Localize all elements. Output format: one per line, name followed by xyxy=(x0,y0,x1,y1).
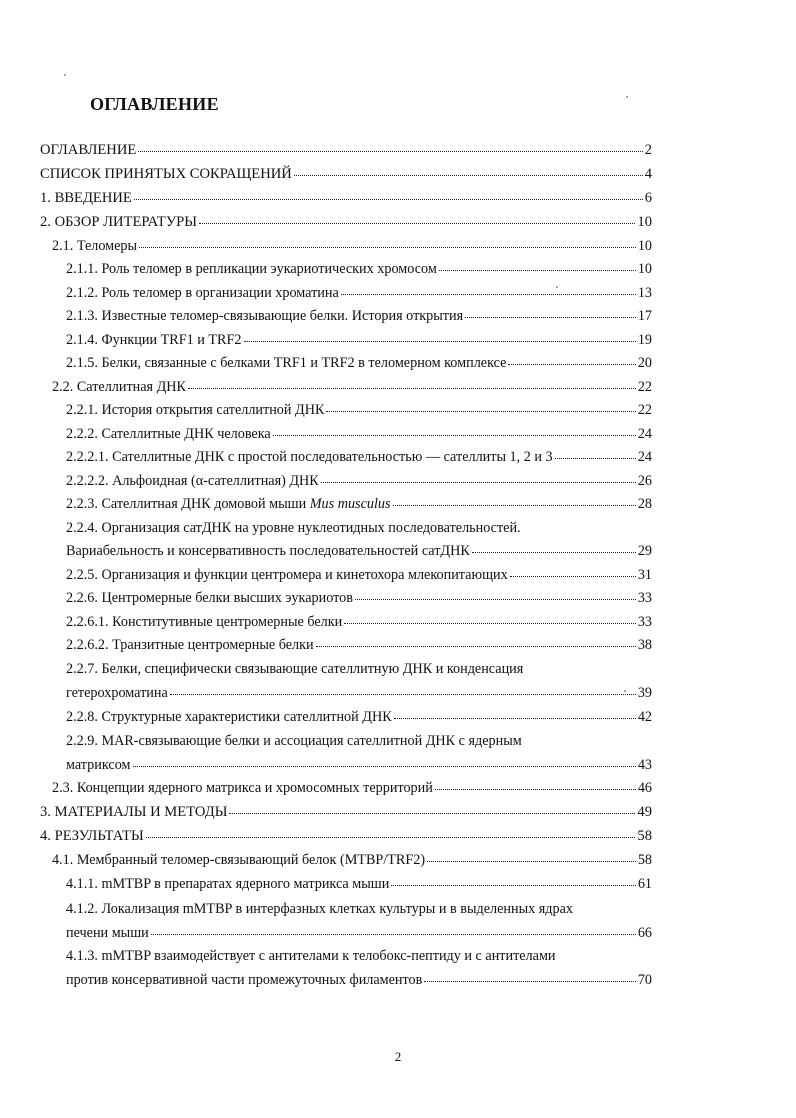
toc-entry[interactable] xyxy=(52,851,652,869)
toc-entry[interactable] xyxy=(52,237,652,255)
toc-page-number: 61 xyxy=(637,876,652,892)
toc-entry-introduction[interactable] xyxy=(40,189,652,207)
dot-leader xyxy=(170,694,636,695)
scan-speck xyxy=(624,690,626,692)
toc-entry-text: 2.1.3. Известные теломер-связывающие белки. История открытия xyxy=(66,308,464,324)
toc-entry-text xyxy=(66,495,391,513)
toc-page-number: 31 xyxy=(637,567,652,583)
dot-leader xyxy=(146,837,636,838)
toc-entry-first-line[interactable]: 2.2.7. Белки, специфически связывающие сателлитную ДНК и конденсация xyxy=(66,661,524,677)
toc-entry-first-line[interactable]: 4.1.3. mMTBP взаимодействует с антителами к телобокс-пептиду и с антителами xyxy=(66,948,556,964)
dot-leader xyxy=(393,505,636,506)
dot-leader xyxy=(326,411,635,412)
toc-entry-text: против консервативной части промежуточных филаментов xyxy=(66,972,423,988)
toc-entry-text: 2.2.5. Организация и функции центромера и кинетохора млекопитающих xyxy=(66,567,508,583)
dot-leader xyxy=(294,175,643,176)
toc-entry-text: 2.1.4. Функции TRF1 и TRF2 xyxy=(66,332,242,348)
toc-entry-text: 2.2. Сателлитная ДНК xyxy=(52,379,187,395)
toc-entry[interactable] xyxy=(66,260,652,278)
toc-entry[interactable] xyxy=(66,472,652,490)
toc-entry-text: 2.3. Концепции ядерного матрикса и хромосомных территорий xyxy=(52,780,433,796)
toc-entry-text: 2.1. Теломеры xyxy=(52,238,138,254)
toc-entry-materials-methods[interactable] xyxy=(40,803,652,821)
toc-entry-text: гетерохроматина xyxy=(66,685,168,701)
toc-entry-text: 2.2.6. Центромерные белки высших эукариотов xyxy=(66,590,353,606)
toc-entry[interactable] xyxy=(66,684,652,702)
toc-entry-text: 4. РЕЗУЛЬТАТЫ xyxy=(40,828,144,844)
toc-entry[interactable] xyxy=(66,401,652,419)
toc-entry[interactable] xyxy=(66,971,652,989)
dot-leader xyxy=(355,599,636,600)
dot-leader xyxy=(244,341,636,342)
toc-entry-text: 4.1.1. mMTBP в препаратах ядерного матрикса мыши xyxy=(66,876,390,892)
species-name: Mus musculus xyxy=(309,496,391,512)
toc-page-number: 24 xyxy=(637,449,652,465)
toc-page-number: 2 xyxy=(644,142,652,158)
page-title: ОГЛАВЛЕНИЕ xyxy=(90,94,219,114)
dot-leader xyxy=(341,294,636,295)
toc-entry[interactable] xyxy=(66,448,652,466)
toc-entry[interactable] xyxy=(52,378,652,396)
dot-leader xyxy=(229,813,635,814)
toc-entry[interactable] xyxy=(66,542,652,560)
toc-entry-abbreviations[interactable] xyxy=(40,165,652,183)
toc-page-number: 22 xyxy=(637,402,652,418)
toc-entry-first-line[interactable]: 2.2.9. MAR-связывающие белки и ассоциация сателлитной ДНК с ядерным xyxy=(66,733,522,749)
toc-entry-text: 1. ВВЕДЕНИЕ xyxy=(40,190,132,206)
toc-entry[interactable] xyxy=(66,354,652,372)
toc-entry[interactable] xyxy=(66,875,652,893)
dot-leader xyxy=(508,364,635,365)
dot-leader xyxy=(394,718,636,719)
toc-entry-literature-review[interactable] xyxy=(40,213,652,231)
toc-entry-text: 4.1. Мембранный теломер-связывающий белок (MTBP/TRF2) xyxy=(52,852,426,868)
toc-entry[interactable] xyxy=(66,613,652,631)
toc-entry[interactable] xyxy=(66,284,652,302)
dot-leader xyxy=(133,766,636,767)
toc-entry-text: 2.2.1. История открытия сателлитной ДНК xyxy=(66,402,325,418)
toc-page-number: 28 xyxy=(637,496,652,512)
scan-speck xyxy=(626,96,628,98)
toc-entry-text: ОГЛАВЛЕНИЕ xyxy=(40,142,137,158)
toc-entry-text: печени мыши xyxy=(66,925,149,941)
toc-entry-text: 2.2.6.1. Конститутивные центромерные белки xyxy=(66,614,343,630)
toc-entry-text: 2.2.2.1. Сателлитные ДНК с простой последовательностью — сателлиты 1, 2 и 3 xyxy=(66,449,553,465)
page-number: 2 xyxy=(394,1049,402,1064)
toc-entry-text: 2. ОБЗОР ЛИТЕРАТУРЫ xyxy=(40,214,197,230)
dot-leader xyxy=(134,199,643,200)
toc-entry-text: Вариабельность и консервативность последовательностей сатДНК xyxy=(66,543,470,559)
dot-leader xyxy=(321,482,636,483)
toc-page-number: 33 xyxy=(637,590,652,606)
toc-entry[interactable] xyxy=(66,331,652,349)
toc-page-number: 43 xyxy=(637,757,652,773)
toc-entry[interactable] xyxy=(66,495,652,513)
toc-page-number: 19 xyxy=(637,332,652,348)
toc-page-number: 17 xyxy=(637,308,652,324)
toc-page-number: 10 xyxy=(637,261,652,277)
toc-entry-text-plain: 2.2.3. Сателлитная ДНК домовой мыши xyxy=(66,496,310,512)
toc-page-number: 70 xyxy=(637,972,652,988)
dot-leader xyxy=(344,623,636,624)
dot-leader xyxy=(439,270,636,271)
toc-page-number: 22 xyxy=(637,379,652,395)
toc-page-number: 10 xyxy=(637,238,652,254)
dot-leader xyxy=(510,576,636,577)
toc-entry-text: 2.2.2. Сателлитные ДНК человека xyxy=(66,426,271,442)
scan-speck xyxy=(556,286,558,288)
dot-leader xyxy=(316,646,636,647)
toc-entry[interactable] xyxy=(66,566,652,584)
toc-entry-first-line[interactable]: 2.2.4. Организация сатДНК на уровне нуклеотидных последовательностей. xyxy=(66,520,521,536)
toc-entry[interactable] xyxy=(66,924,652,942)
dot-leader xyxy=(273,435,636,436)
toc-page-number: 26 xyxy=(637,473,652,489)
toc-entry-first-line[interactable]: 4.1.2. Локализация mMTBP в интерфазных клетках культуры и в выделенных ядрах xyxy=(66,901,573,917)
toc-entry[interactable] xyxy=(66,708,652,726)
toc-entry[interactable] xyxy=(66,307,652,325)
dot-leader xyxy=(138,151,642,152)
toc-entry[interactable] xyxy=(66,756,652,774)
toc-page-number: 42 xyxy=(637,709,652,725)
toc-page-number: 10 xyxy=(637,214,652,230)
toc-entry-text: 2.1.2. Роль теломер в организации хроматина xyxy=(66,285,339,301)
toc-page-number: 58 xyxy=(637,828,652,844)
toc-page-number: 6 xyxy=(644,190,652,206)
dot-leader xyxy=(424,981,635,982)
toc-page-number: 46 xyxy=(637,780,652,796)
dot-leader xyxy=(188,388,636,389)
dot-leader xyxy=(465,317,636,318)
toc-entry-text: 2.1.1. Роль теломер в репликации эукариотических хромосом xyxy=(66,261,437,277)
dot-leader xyxy=(427,861,636,862)
toc-page-number: 20 xyxy=(637,355,652,371)
toc-page-number: 24 xyxy=(637,426,652,442)
toc-entry-text: 2.2.6.2. Транзитные центромерные белки xyxy=(66,637,314,653)
dot-leader xyxy=(151,934,636,935)
toc-page-number: 58 xyxy=(637,852,652,868)
toc-page-number: 33 xyxy=(637,614,652,630)
toc-entry-text: 3. МАТЕРИАЛЫ И МЕТОДЫ xyxy=(40,804,228,820)
toc-entry-text: СПИСОК ПРИНЯТЫХ СОКРАЩЕНИЙ xyxy=(40,166,292,182)
toc-page-number: 38 xyxy=(637,637,652,653)
dot-leader xyxy=(391,885,636,886)
toc-page-number: 4 xyxy=(644,166,652,182)
scan-speck xyxy=(64,74,66,76)
toc-page-number: 29 xyxy=(637,543,652,559)
toc-entry-text: 2.2.2.2. Альфоидная (α-сателлитная) ДНК xyxy=(66,473,319,489)
toc-entry-text: 2.1.5. Белки, связанные с белками TRF1 и TRF2 в теломерном комплексе xyxy=(66,355,507,371)
toc-entry-text: 2.2.8. Структурные характеристики сателлитной ДНК xyxy=(66,709,392,725)
toc-entry[interactable] xyxy=(66,589,652,607)
toc-entry-results[interactable] xyxy=(40,827,652,845)
dot-leader xyxy=(139,247,636,248)
dot-leader xyxy=(555,458,636,459)
toc-page-number: 39 xyxy=(637,685,652,701)
toc-entry[interactable] xyxy=(52,779,652,797)
toc-page-number: 49 xyxy=(637,804,652,820)
toc-entry-text: матриксом xyxy=(66,757,131,773)
toc-page-number: 66 xyxy=(637,925,652,941)
dot-leader xyxy=(199,223,635,224)
dot-leader xyxy=(435,789,636,790)
dot-leader xyxy=(472,552,636,553)
toc-entry-contents[interactable] xyxy=(40,141,652,159)
toc-entry[interactable] xyxy=(66,636,652,654)
toc-entry[interactable] xyxy=(66,425,652,443)
toc-page-number: 13 xyxy=(637,285,652,301)
